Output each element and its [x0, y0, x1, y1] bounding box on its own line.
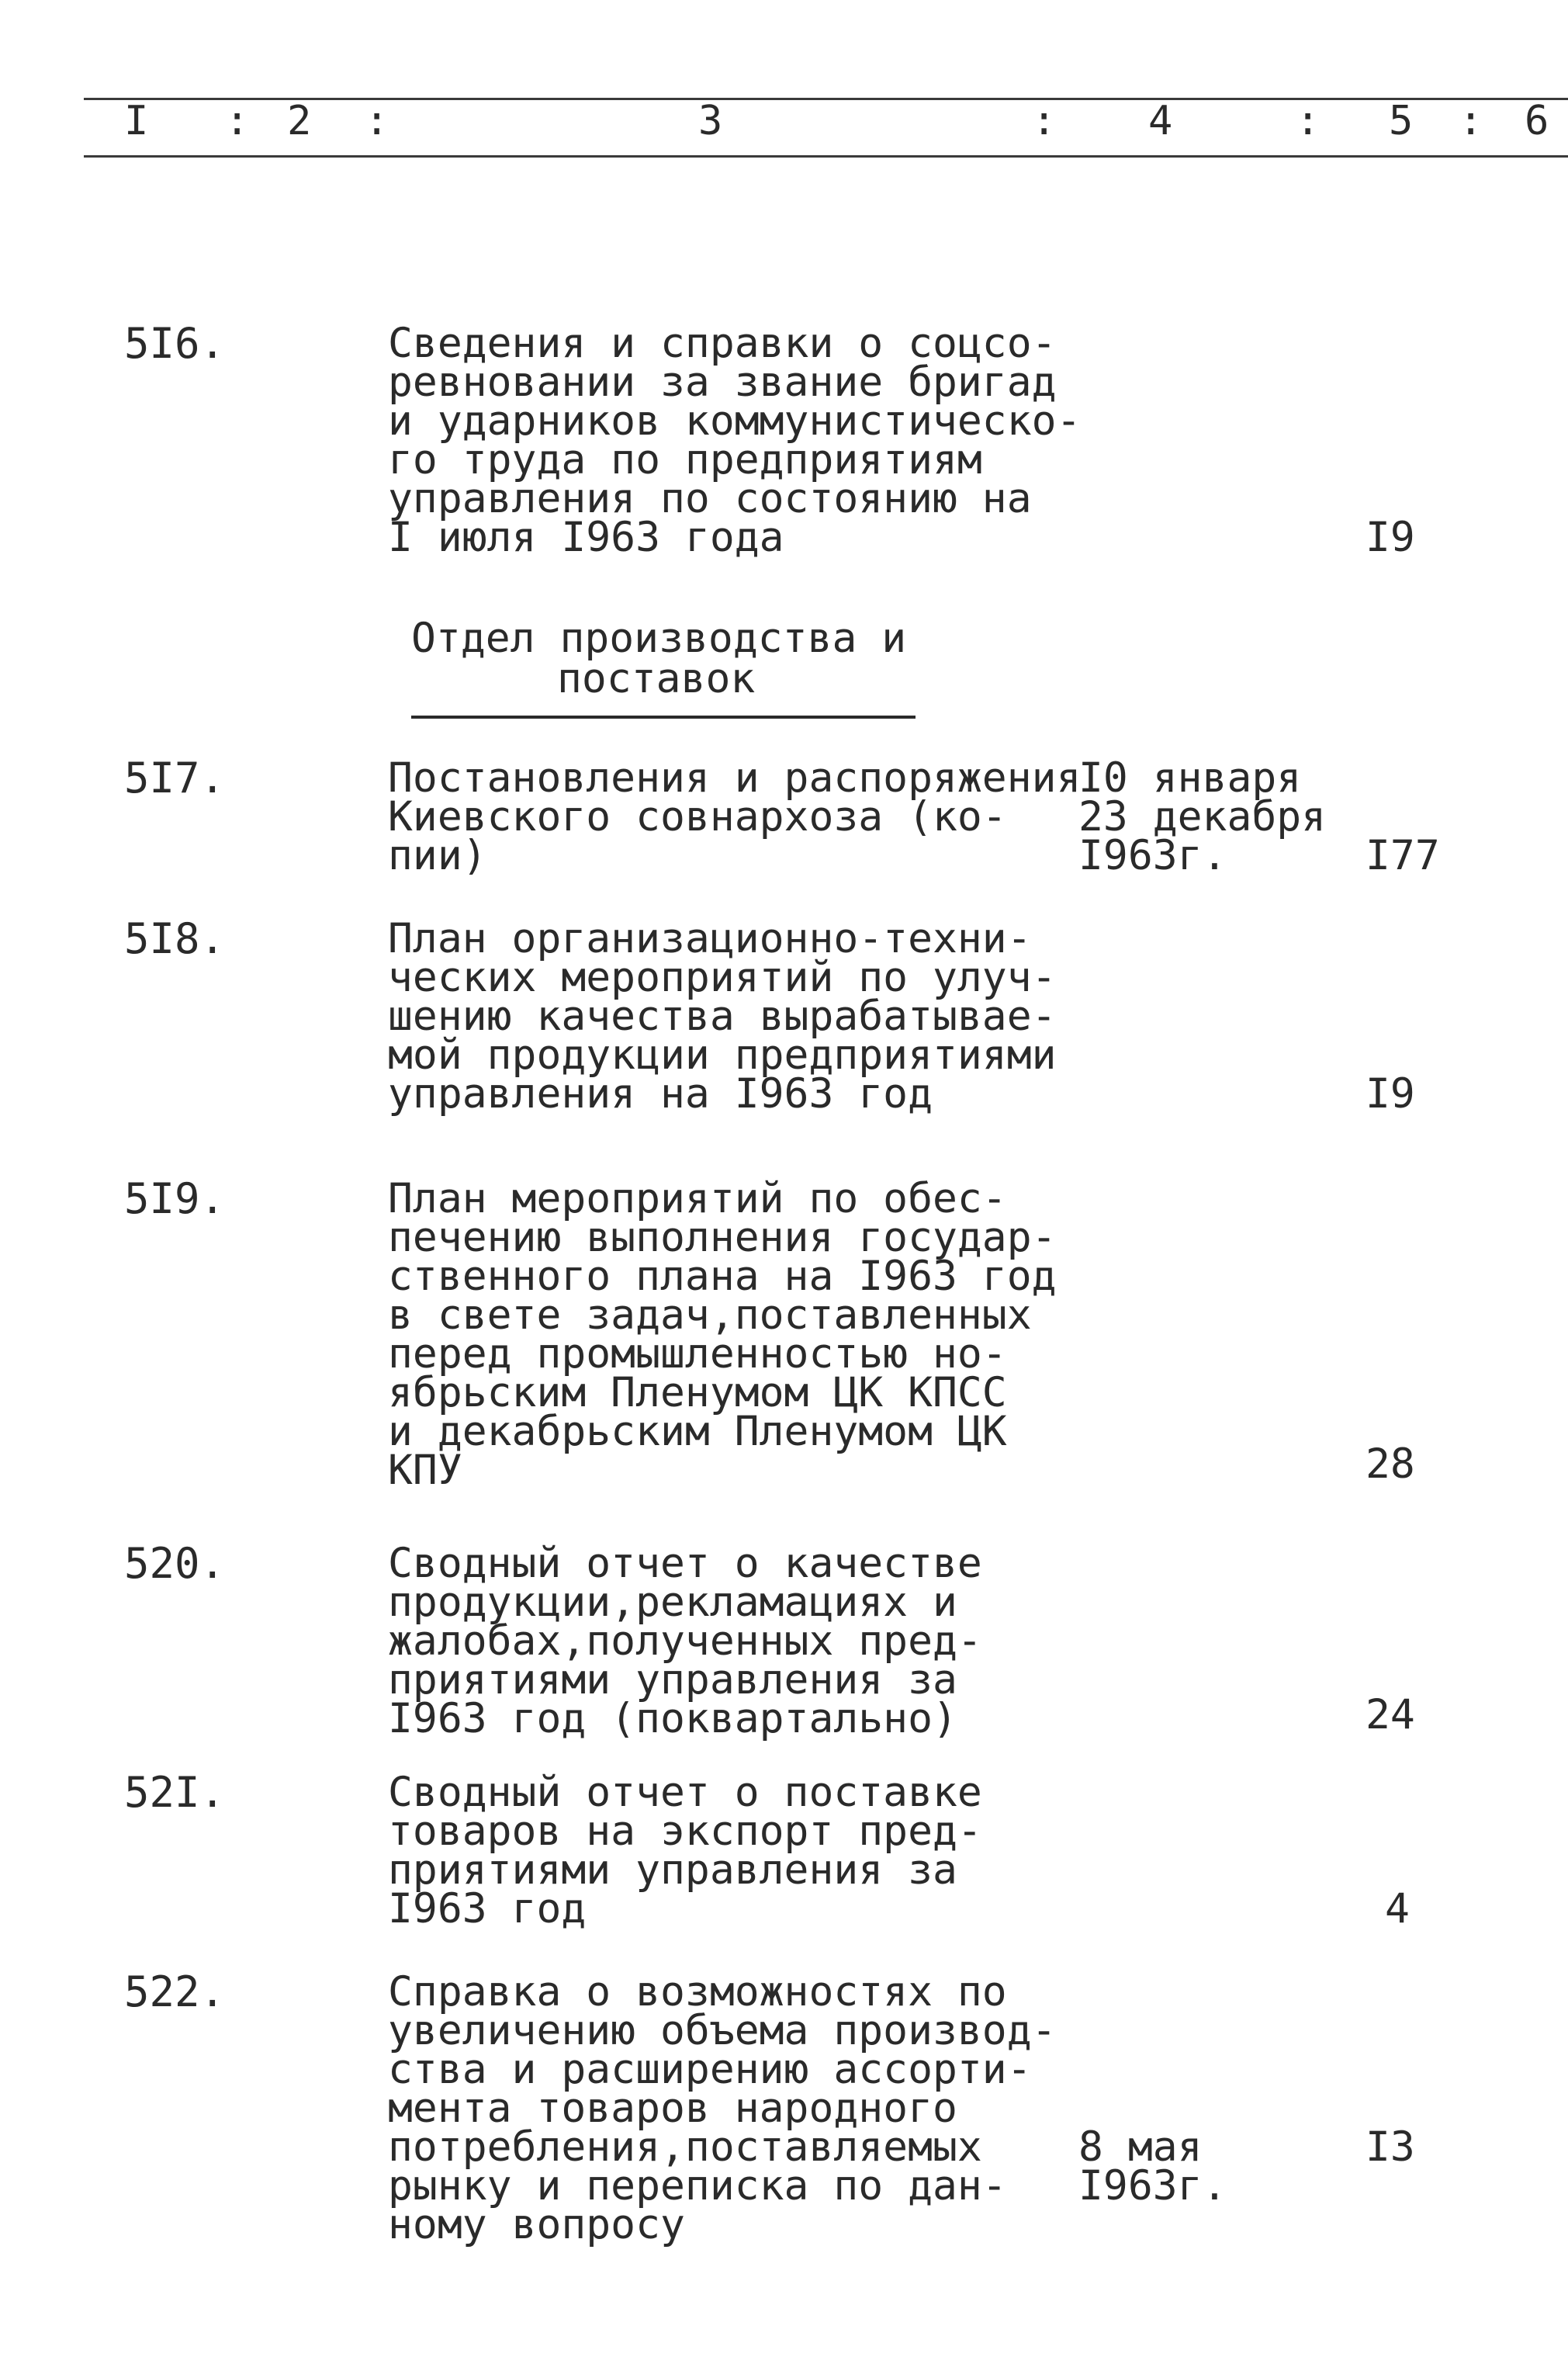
header-separator: : [365, 98, 389, 144]
entry-number: 5I6. [124, 319, 226, 368]
entry-sheet-count: I9 [1366, 514, 1415, 561]
header-col-3: 3 [698, 98, 723, 144]
header-bottom-rule [84, 155, 1568, 158]
entry-sheet-count: 24 [1366, 1691, 1415, 1738]
entry-dates: 8 мая I963г. [1078, 2123, 1227, 2210]
header-col-1: I [124, 98, 149, 144]
entry-title: Сведения и справки о соцсо- ревновании за звание бригад и ударников коммунистическо- го труда по предприятиям управления по состоянию на I июля I963 года [388, 320, 1082, 561]
entry-title: Постановления и распоряжения Киевского совнархоза (ко- пии) [388, 754, 1082, 879]
entry-sheet-count: I3 [1366, 2123, 1415, 2171]
header-col-4: 4 [1148, 98, 1173, 144]
entry-number: 5I8. [124, 914, 226, 963]
header-separator: : [1459, 98, 1483, 144]
entry-title: План организационно-техни- ческих мероприятий по улуч- шению качества вырабатывае- мой продукции предприятиями управления на I963 год [388, 915, 1057, 1118]
entry-sheet-count: I9 [1366, 1070, 1415, 1118]
header-separator: : [1296, 98, 1321, 144]
entry-sheet-count: 28 [1366, 1440, 1415, 1488]
header-separator: : [1032, 98, 1057, 144]
header-col-6: 6 [1525, 98, 1549, 144]
entry-sheet-count: I77 [1366, 832, 1440, 879]
entry-sheet-count: 4 [1385, 1885, 1410, 1932]
entry-number: 52I. [124, 1768, 226, 1817]
header-separator: : [225, 98, 250, 144]
section-underline [411, 716, 916, 719]
header-col-5: 5 [1389, 98, 1414, 144]
entry-number: 5I9. [124, 1174, 226, 1223]
header-col-2: 2 [287, 98, 312, 144]
entry-title: Сводный отчет о качестве продукции,рекламациях и жалобах,полученных пред- приятиями управления за I963 год (поквартально) [388, 1540, 982, 1742]
entry-title: Справка о возможностях по увеличению объема производ- ства и расширению ассорти- мента товаров народного потребления,поставляемых рынку и переписка по дан- ному вопросу [388, 1968, 1057, 2248]
entry-title: Сводный отчет о поставке товаров на экспорт пред- приятиями управления за I963 год [388, 1769, 982, 1932]
entry-number: 520. [124, 1539, 226, 1588]
entry-dates: I0 января 23 декабря I963г. [1078, 754, 1327, 879]
entry-title: План мероприятий по обес- печению выполнения государ- ственного плана на I963 год в свете задач,поставленных перед промышленностью но- ябрьским Пленумом ЦК КПСС и декабрьским Пленумом ЦК КПУ [388, 1175, 1057, 1494]
entry-number: 522. [124, 1967, 226, 2016]
entry-number: 5I7. [124, 754, 226, 802]
section-title-line2: поставок [557, 655, 756, 702]
section-title-line1: Отдел производства и [411, 615, 907, 662]
